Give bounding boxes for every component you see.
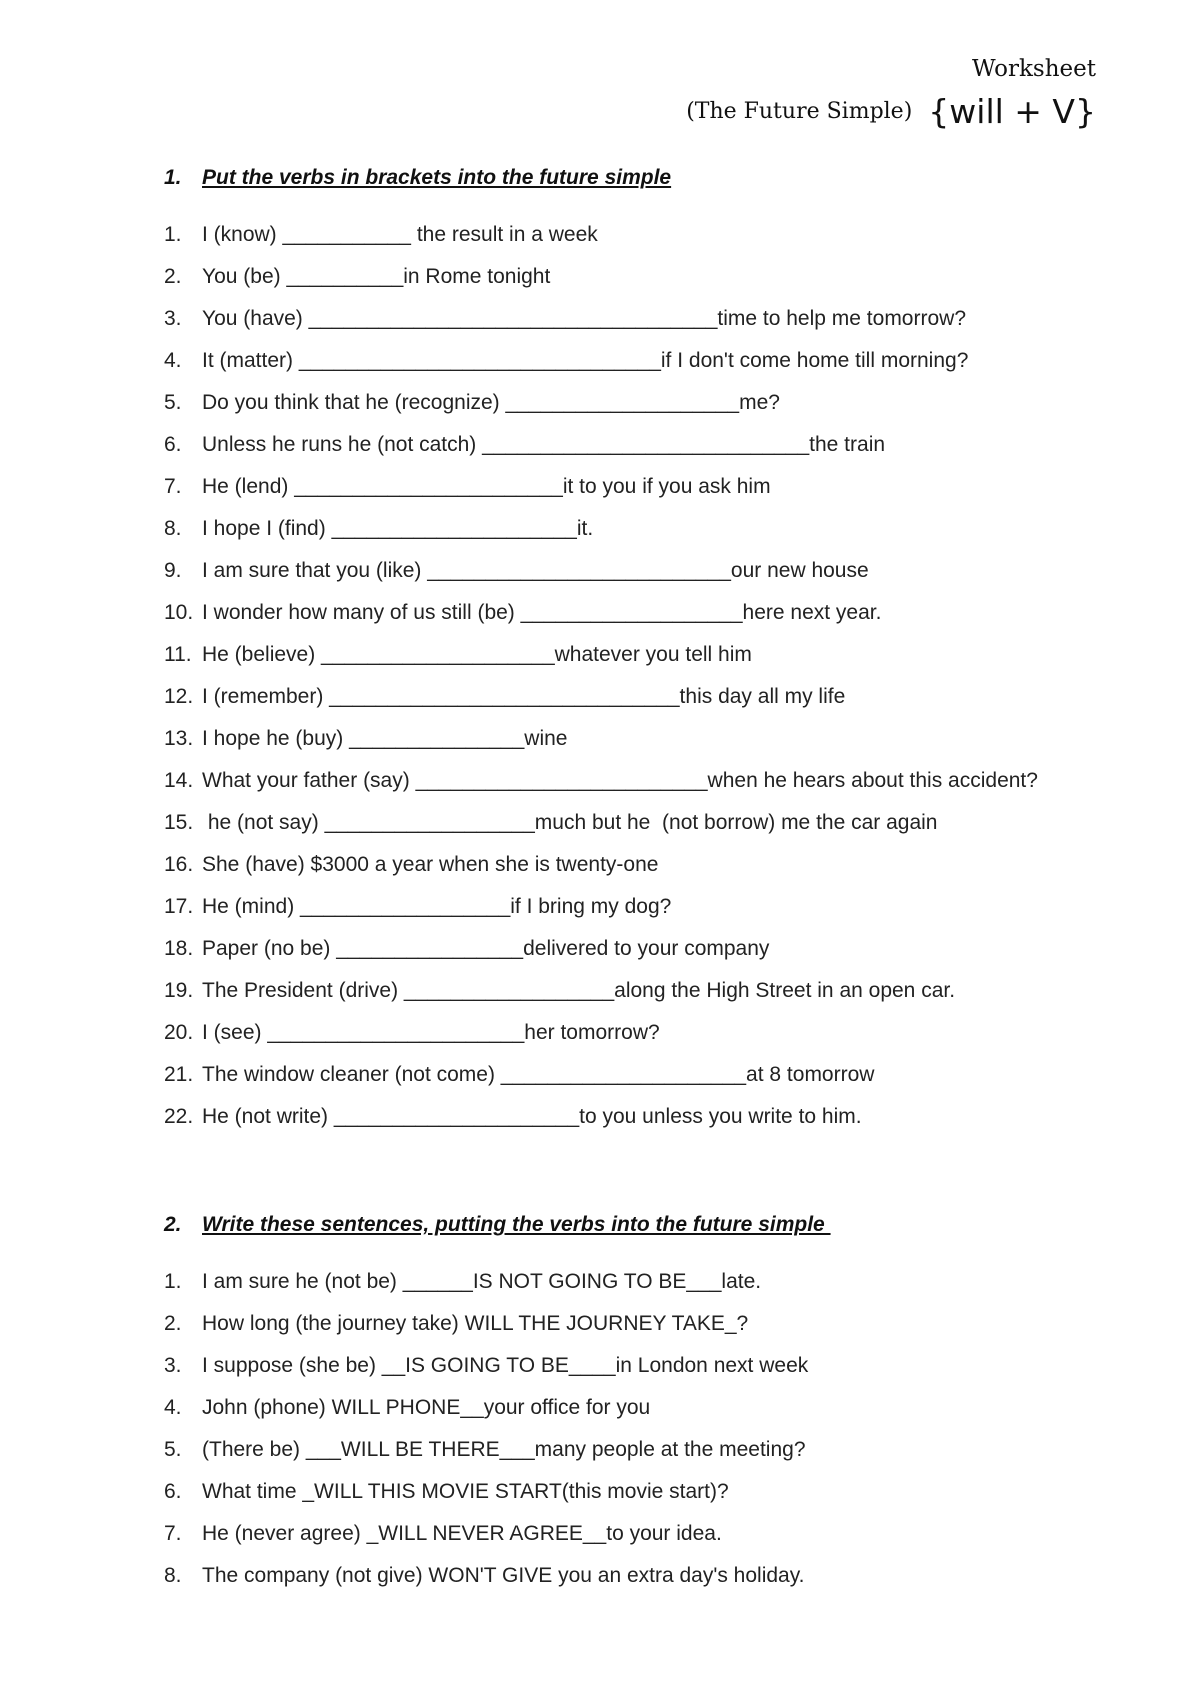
item-sentence: Paper (no be) ________________delivered to your company <box>202 937 770 960</box>
list-item <box>164 844 1104 886</box>
item-number: 5. <box>164 391 182 414</box>
item-sentence: The President (drive) __________________along the High Street in an open car. <box>202 979 956 1002</box>
item-number: 1. <box>164 223 182 246</box>
worksheet-subtitle-line <box>686 92 1096 131</box>
exercise-2-list <box>164 1261 1104 1597</box>
list-item <box>164 1513 1104 1555</box>
list-item <box>164 508 1104 550</box>
item-number: 17. <box>164 895 194 918</box>
item-number: 14. <box>164 769 194 792</box>
exercise-1-heading <box>164 160 1104 196</box>
list-item <box>164 340 1104 382</box>
list-item <box>164 1471 1104 1513</box>
item-sentence: Unless he runs he (not catch) ____________________________the train <box>202 433 886 456</box>
item-number: 2. <box>164 265 182 288</box>
item-number: 3. <box>164 1354 182 1377</box>
item-number: 5. <box>164 1438 182 1461</box>
exercise-1-instruction: Put the verbs in brackets into the future simple <box>202 166 672 189</box>
item-sentence: What time _WILL THIS MOVIE START(this movie start)? <box>202 1480 729 1503</box>
item-number: 7. <box>164 475 182 498</box>
item-number: 11. <box>164 643 192 666</box>
list-item <box>164 886 1104 928</box>
list-item <box>164 550 1104 592</box>
list-item <box>164 592 1104 634</box>
item-number: 22. <box>164 1105 194 1128</box>
list-item <box>164 1555 1104 1597</box>
list-item <box>164 1096 1104 1138</box>
worksheet-title: Worksheet <box>972 56 1096 82</box>
list-item <box>164 970 1104 1012</box>
item-number: 8. <box>164 1564 182 1587</box>
list-item <box>164 1012 1104 1054</box>
item-number: 6. <box>164 433 182 456</box>
item-sentence: I am sure that you (like) __________________________our new house <box>202 559 869 582</box>
item-sentence: What your father (say) _________________________when he hears about this accident? <box>202 769 1038 792</box>
item-number: 15. <box>164 811 194 834</box>
item-sentence: He (never agree) _WILL NEVER AGREE__to your idea. <box>202 1522 722 1545</box>
item-number: 9. <box>164 559 182 582</box>
item-number: 1. <box>164 1270 182 1293</box>
item-sentence: The window cleaner (not come) _____________________at 8 tomorrow <box>202 1063 875 1086</box>
item-number: 4. <box>164 349 182 372</box>
list-item <box>164 466 1104 508</box>
item-sentence: I hope I (find) _____________________it. <box>202 517 594 540</box>
item-sentence: I (see) ______________________her tomorrow? <box>202 1021 660 1044</box>
item-number: 7. <box>164 1522 182 1545</box>
item-sentence: He (not write) _____________________to you unless you write to him. <box>202 1105 862 1128</box>
item-sentence: I (know) ___________ the result in a week <box>202 223 598 246</box>
item-sentence: John (phone) WILL PHONE__your office for you <box>202 1396 651 1419</box>
list-item <box>164 1345 1104 1387</box>
exercise-1-number: 1. <box>164 166 182 189</box>
item-sentence: Do you think that he (recognize) ____________________me? <box>202 391 780 414</box>
item-number: 13. <box>164 727 194 750</box>
item-sentence: He (lend) _______________________it to you if you ask him <box>202 475 771 498</box>
list-item <box>164 802 1104 844</box>
list-item <box>164 1429 1104 1471</box>
item-number: 8. <box>164 517 182 540</box>
item-sentence: He (believe) ____________________whatever you tell him <box>202 643 752 666</box>
list-item <box>164 634 1104 676</box>
item-number: 21. <box>164 1063 194 1086</box>
exercise-1-list <box>164 214 1104 1138</box>
worksheet-subtitle: (The Future Simple) <box>686 99 913 124</box>
item-sentence: I hope he (buy) _______________wine <box>202 727 568 750</box>
item-number: 4. <box>164 1396 182 1419</box>
item-sentence: How long (the journey take) WILL THE JOURNEY TAKE_? <box>202 1312 749 1335</box>
list-item <box>164 676 1104 718</box>
item-number: 6. <box>164 1480 182 1503</box>
list-item <box>164 760 1104 802</box>
item-sentence: He (mind) __________________if I bring my dog? <box>202 895 672 918</box>
grammar-formula: {will + V} <box>928 92 1096 131</box>
item-sentence: (There be) ___WILL BE THERE___many people at the meeting? <box>202 1438 806 1461</box>
list-item <box>164 718 1104 760</box>
item-number: 3. <box>164 307 182 330</box>
item-sentence: You (have) ___________________________________time to help me tomorrow? <box>202 307 966 330</box>
item-number: 20. <box>164 1021 194 1044</box>
exercise-1 <box>164 160 1104 1138</box>
exercise-2-number: 2. <box>164 1213 182 1236</box>
item-number: 2. <box>164 1312 182 1335</box>
list-item <box>164 1261 1104 1303</box>
item-sentence: I suppose (she be) __IS GOING TO BE____in London next week <box>202 1354 809 1377</box>
list-item <box>164 928 1104 970</box>
item-sentence: I (remember) ______________________________this day all my life <box>202 685 846 708</box>
item-sentence: I am sure he (not be) ______IS NOT GOING TO BE___late. <box>202 1270 762 1293</box>
item-number: 18. <box>164 937 194 960</box>
item-sentence: The company (not give) WON'T GIVE you an extra day's holiday. <box>202 1564 805 1587</box>
item-sentence: he (not say) __________________much but he (not borrow) me the car again <box>202 811 938 834</box>
worksheet-header <box>686 52 1096 131</box>
item-number: 19. <box>164 979 194 1002</box>
list-item <box>164 1054 1104 1096</box>
item-sentence: She (have) $3000 a year when she is twenty-one <box>202 853 659 876</box>
item-number: 16. <box>164 853 194 876</box>
item-number: 12. <box>164 685 194 708</box>
list-item <box>164 382 1104 424</box>
list-item <box>164 1303 1104 1345</box>
list-item <box>164 1387 1104 1429</box>
exercise-2-heading <box>164 1207 1104 1243</box>
list-item <box>164 256 1104 298</box>
item-number: 10. <box>164 601 194 624</box>
list-item <box>164 214 1104 256</box>
list-item <box>164 298 1104 340</box>
item-sentence: It (matter) _______________________________if I don't come home till morning? <box>202 349 969 372</box>
item-sentence: You (be) __________in Rome tonight <box>202 265 551 288</box>
exercise-2 <box>164 1207 1104 1597</box>
exercise-2-instruction: Write these sentences, putting the verbs into the future simple <box>202 1213 831 1236</box>
item-sentence: I wonder how many of us still (be) ___________________here next year. <box>202 601 882 624</box>
list-item <box>164 424 1104 466</box>
